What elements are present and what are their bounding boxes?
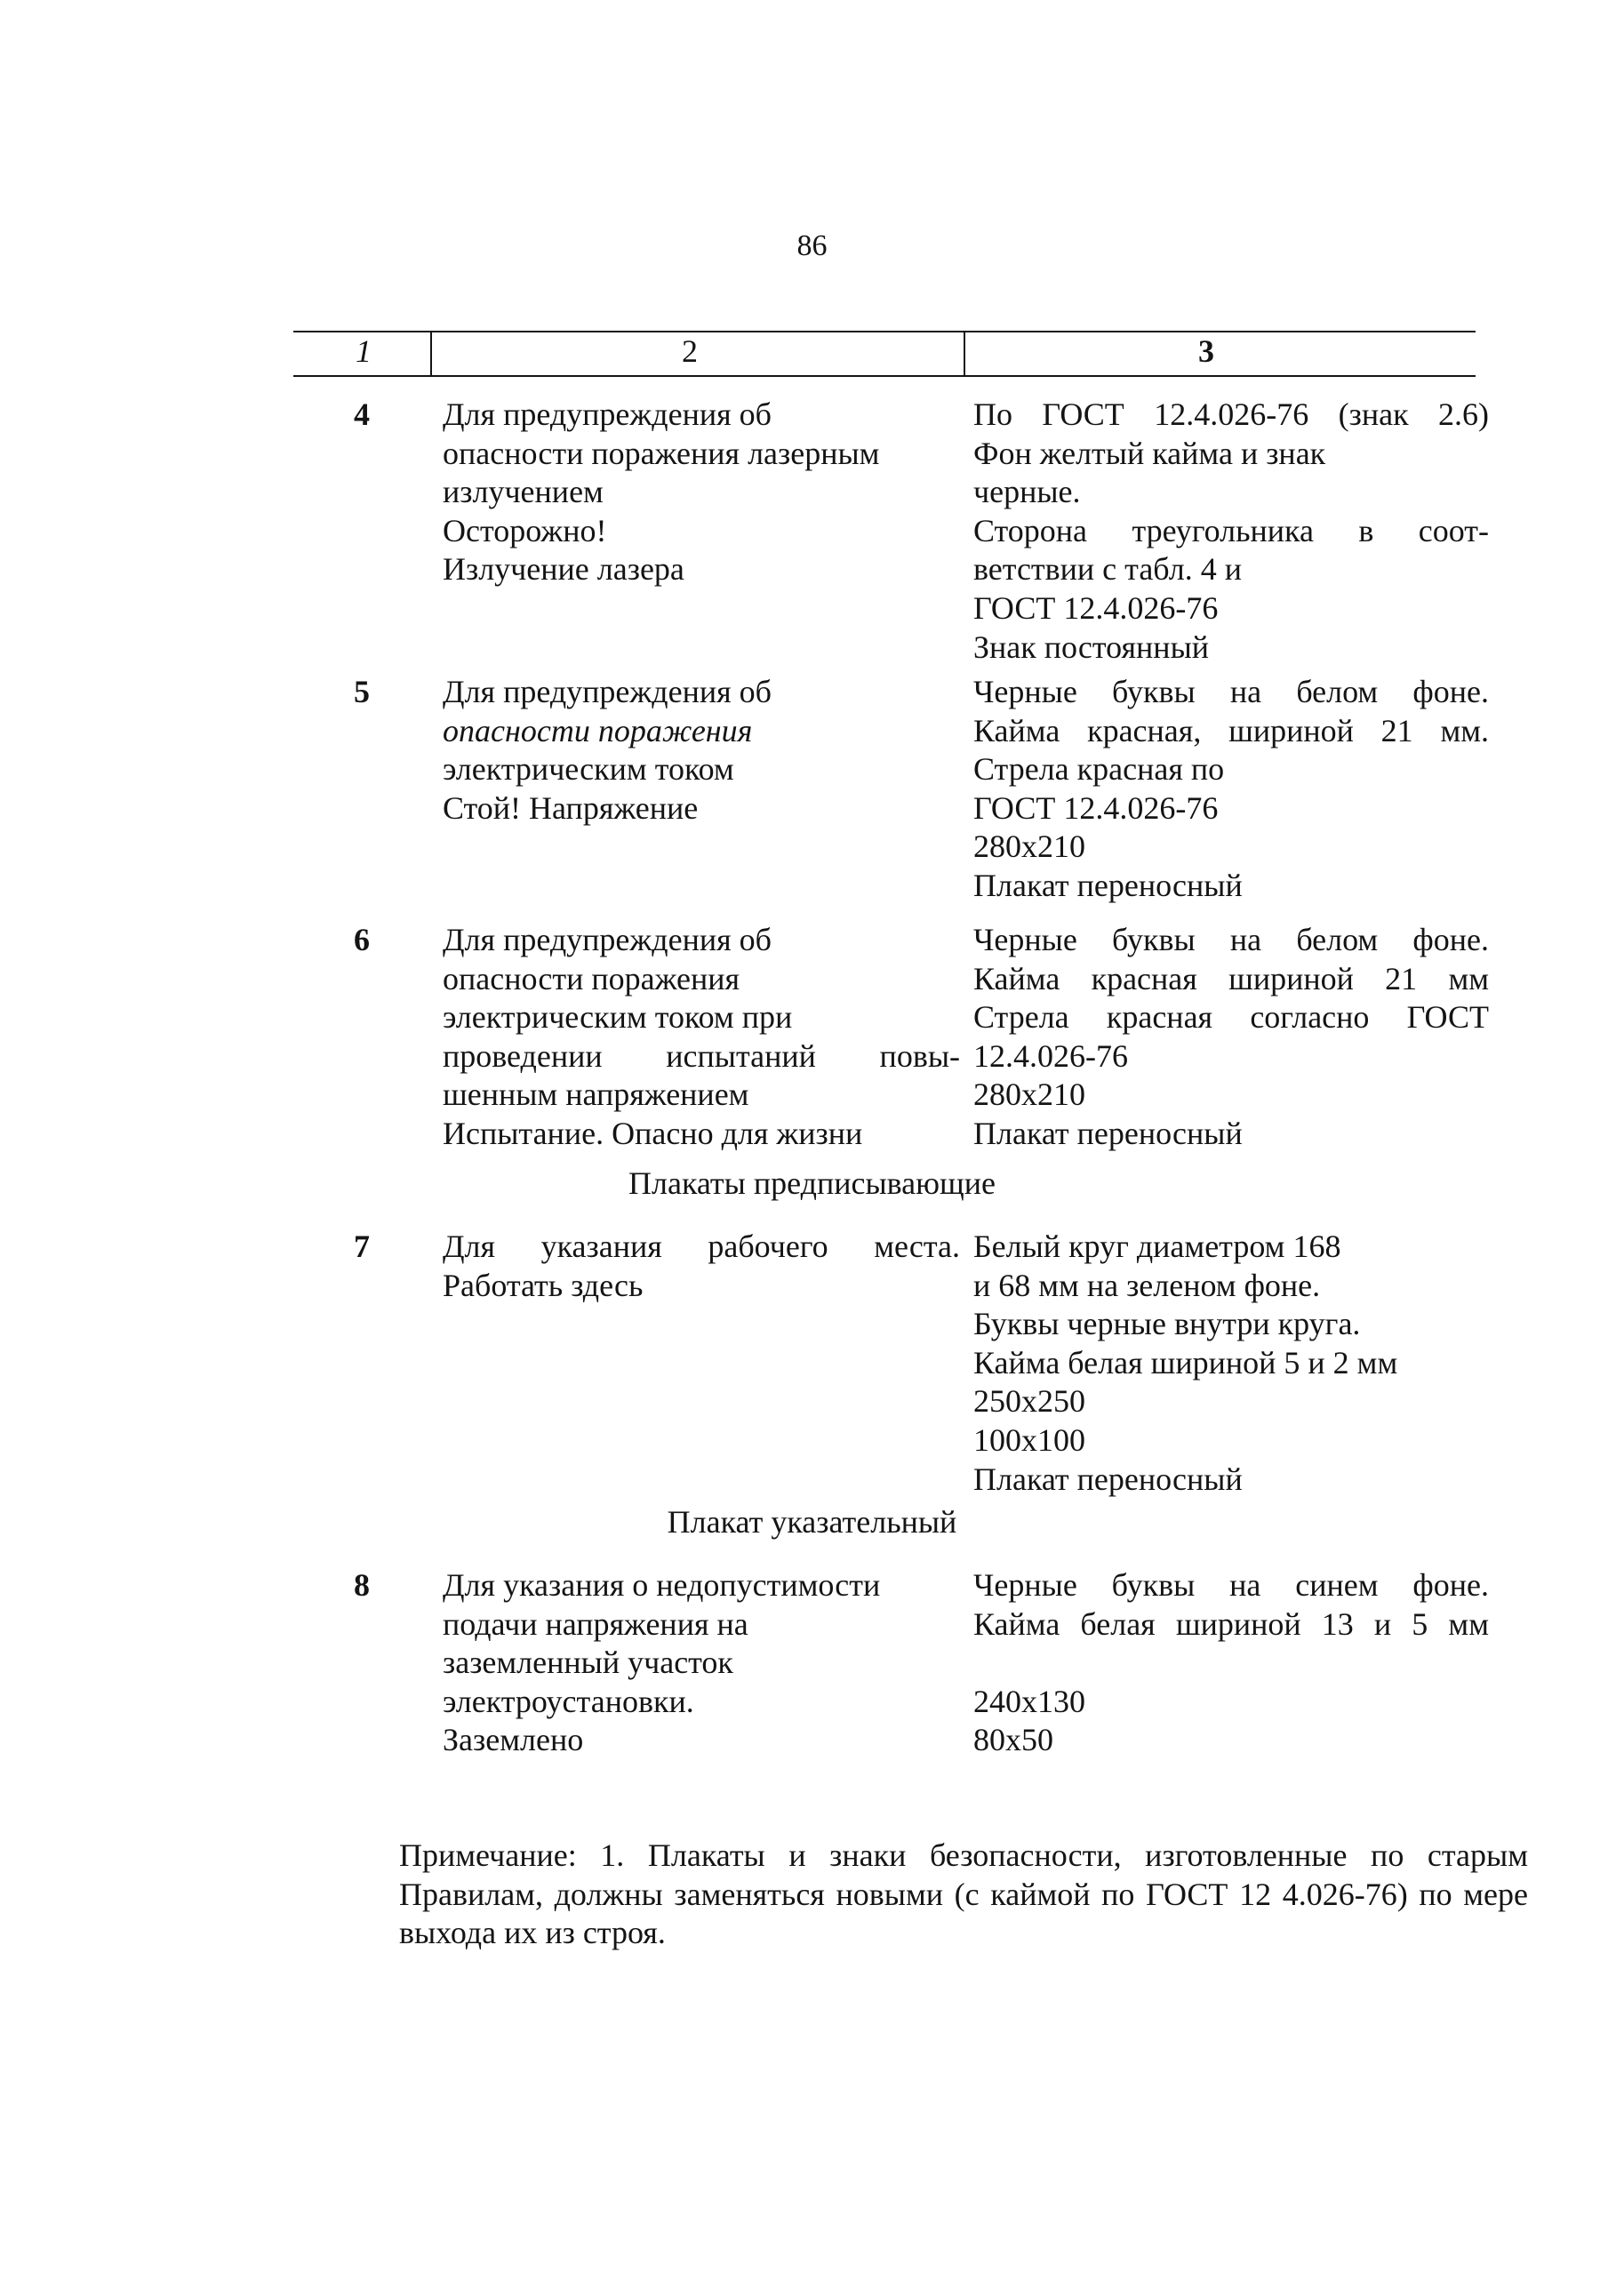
row-description [443,921,960,1154]
text-line: ГОСТ 12.4.026-76 [973,589,1219,626]
text-line: Кайма красная шириной 21 мм [973,960,1489,996]
text-line: шенным напряжением [443,1076,749,1113]
column-divider [964,332,965,375]
text-line: 240x130 [973,1683,1085,1719]
row-number: 7 [354,1229,370,1264]
text-line: Для предупреждения об [443,674,772,709]
row-specification [973,1566,1489,1760]
row-number: 6 [354,922,370,957]
text-line: 12.4.026-76 [973,1037,1128,1074]
column-header-1: 1 [356,333,372,369]
text-line: Сторона треугольника в соот- [973,512,1489,548]
row-specification [973,1228,1489,1499]
text-line: опасности поражения [443,960,740,996]
text-line: излучением [443,474,604,510]
table-top-rule [293,331,1476,332]
text-line: Стрела красная согласно ГОСТ [973,999,1489,1036]
column-header-3: 3 [1198,333,1214,369]
column-divider [430,332,432,375]
section-title: Плакат указательный [667,1504,957,1540]
text-line: ветствии с табл. 4 и [973,551,1242,588]
text-line: Буквы черные внутри круга. [973,1306,1361,1342]
text-line: электрическим током при [443,999,793,1036]
text-line: Черные буквы на синем фоне. [973,1567,1489,1603]
text-line: черные. [973,474,1081,510]
row-description [443,673,960,828]
text-line: Кайма красная, шириной 21 мм. [973,712,1489,748]
text-line: Стрела красная по [973,751,1225,788]
text-line [973,1644,1489,1683]
text-line: Плакат переносный [973,1461,1243,1497]
table-header-bottom-rule [293,375,1476,377]
text-line: подачи напряжения на [443,1605,748,1642]
text-line: Черные буквы на белом фоне. [973,674,1489,709]
text-line: ГОСТ 12.4.026-76 [973,789,1219,826]
text-line: Белый круг диаметром 168 [973,1229,1341,1264]
footnote: Примечание: 1. Плакаты и знаки безопасности, изготовленные по старым Правилам, должны заменяться новыми (с каймой по ГОСТ 12 4.026-76) по мере выхода их из строя. [399,1837,1528,1951]
text-line: электроустановки. [443,1683,694,1719]
text-line: опасности поражения [443,712,753,748]
text-line: 80x50 [973,1722,1053,1758]
text-line: Плакат переносный [973,867,1243,903]
text-line: Для предупреждения об [443,396,772,432]
text-line: 280x210 [973,828,1085,865]
text-line: Осторожно! [443,512,607,548]
column-header-2: 2 [682,333,698,369]
text-line: 100x100 [973,1421,1085,1458]
row-number: 4 [354,396,370,432]
text-line: Для указания о недопустимости [443,1567,881,1603]
text-line: Заземлено [443,1722,584,1758]
row-description [443,1228,960,1305]
text-line: 280x210 [973,1076,1085,1113]
text-line: заземленный участок [443,1645,733,1681]
row-number: 5 [354,674,370,709]
text-line: и 68 мм на зеленом фоне. [973,1267,1321,1303]
text-line: Кайма белая шириной 5 и 2 мм [973,1344,1398,1381]
row-description [443,396,960,589]
row-specification [973,673,1489,906]
text-line: проведении испытаний повы- [443,1037,960,1074]
text-line: опасности поражения лазерным [443,435,880,471]
row-specification [973,396,1489,667]
text-line: 250x250 [973,1383,1085,1420]
section-title: Плакаты предписывающие [628,1165,996,1201]
text-line: Стой! Напряжение [443,789,699,826]
text-line: Черные буквы на белом фоне. [973,922,1489,957]
page-number: 86 [796,229,828,262]
text-line: Для предупреждения об [443,922,772,957]
text-line: Знак постоянный [973,628,1210,665]
row-specification [973,921,1489,1154]
text-line: Для указания рабочего места. [443,1229,960,1264]
text-line: Работать здесь [443,1267,644,1303]
text-line: Плакат переносный [973,1115,1243,1151]
text-line: По ГОСТ 12.4.026-76 (знак 2.6) [973,396,1489,432]
text-line: Испытание. Опасно для жизни [443,1115,863,1151]
row-description [443,1566,960,1760]
row-number: 8 [354,1567,370,1603]
text-line: Излучение лазера [443,551,684,588]
text-line: электрическим током [443,751,734,788]
text-line: Фон желтый кайма и знак [973,435,1326,471]
text-line: Кайма белая шириной 13 и 5 мм [973,1605,1489,1642]
